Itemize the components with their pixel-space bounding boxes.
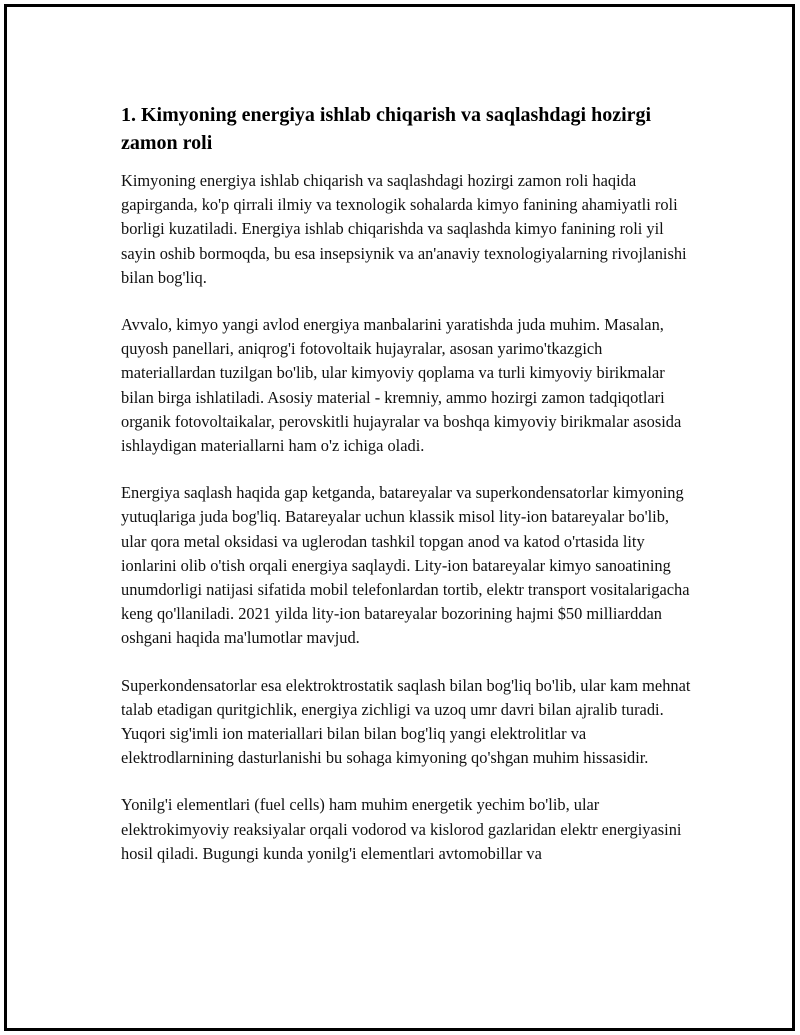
paragraph-batteries: Energiya saqlash haqida gap ketganda, batareyalar va superkondensatorlar kimyoning yutuqlariga juda bog'liq. Batareyalar uchun klassik misol lity-ion batareyalar bo'lib, ular qora metal oksidasi va uglerodan tashkil topgan anod va katod o'rtasida lity ionlarini olib o'tish orqali energiya saqlaydi. Lity-ion batareyalar kimyo sanoatining unumdorligi natijasi sifatida mobil telefonlardan tortib, elektr transport vositalarigacha keng qo'llaniladi. 2021 yilda lity-ion batareyalar bozorining hajmi $50 milliarddan oshgani haqida ma'lumotlar mavjud. (121, 483, 690, 648)
section-heading: 1. Kimyoning energiya ishlab chiqarish va saqlashdagi hozirgi zamon roli (121, 104, 652, 154)
paragraph-energy-sources: Avvalo, kimyo yangi avlod energiya manbalarini yaratishda juda muhim. Masalan, quyosh panellari, aniqrog'i fotovoltaik hujayralar, asosan yarimo'tkazgich materiallardan tuzilgan bo'lib, ular kimyoviy qoplama va turli kimyoviy birikmalar bilan birga ishlatiladi. Asosiy material - kremniy, ammo hozirgi zamon tadqiqotlari organik fotovoltaikalar, perovskitli hujayralar va boshqa kimyoviy birikmalar asosida ishlaydigan materiallarni ham o'z ichiga oladi. (121, 315, 682, 456)
paragraph-intro: Kimyoning energiya ishlab chiqarish va saqlashdagi hozirgi zamon roli haqida gapirganda, ko'p qirrali ilmiy va texnologik sohalarda kimyo fanining ahamiyatli roli borligi kuzatiladi. Energiya ishlab chiqarishda va saqlashda kimyo fanining roli yil sayin oshib bormoqda, bu esa insepsiynik va an'anaviy texnologiyalarning rivojlanishi bilan bog'liq. (121, 171, 687, 287)
document-content (121, 101, 696, 889)
paragraph-fuel-cells: Yonilg'i elementlari (fuel cells) ham muhim energetik yechim bo'lib, ular elektrokimyoviy reaksiyalar orqali vodorod va kislorod gazlaridan elektr energiyasini hosil qiladi. Bugungi kunda yonilg'i elementlari avtomobillar va (121, 795, 682, 863)
document-page (4, 4, 795, 1031)
paragraph-supercapacitors: Superkondensatorlar esa elektroktrostatik saqlash bilan bog'liq bo'lib, ular kam mehnat talab etadigan quritgichlik, energiya zichligi va uzoq umr davri bilan ajralib turadi. Yuqori sig'imli ion materiallari bilan bilan bog'liq yangi elektrolitlar va elektrodlarnining dasturlanishi bu sohaga kimyoning qo'shgan muhim hissasidir. (121, 675, 691, 768)
